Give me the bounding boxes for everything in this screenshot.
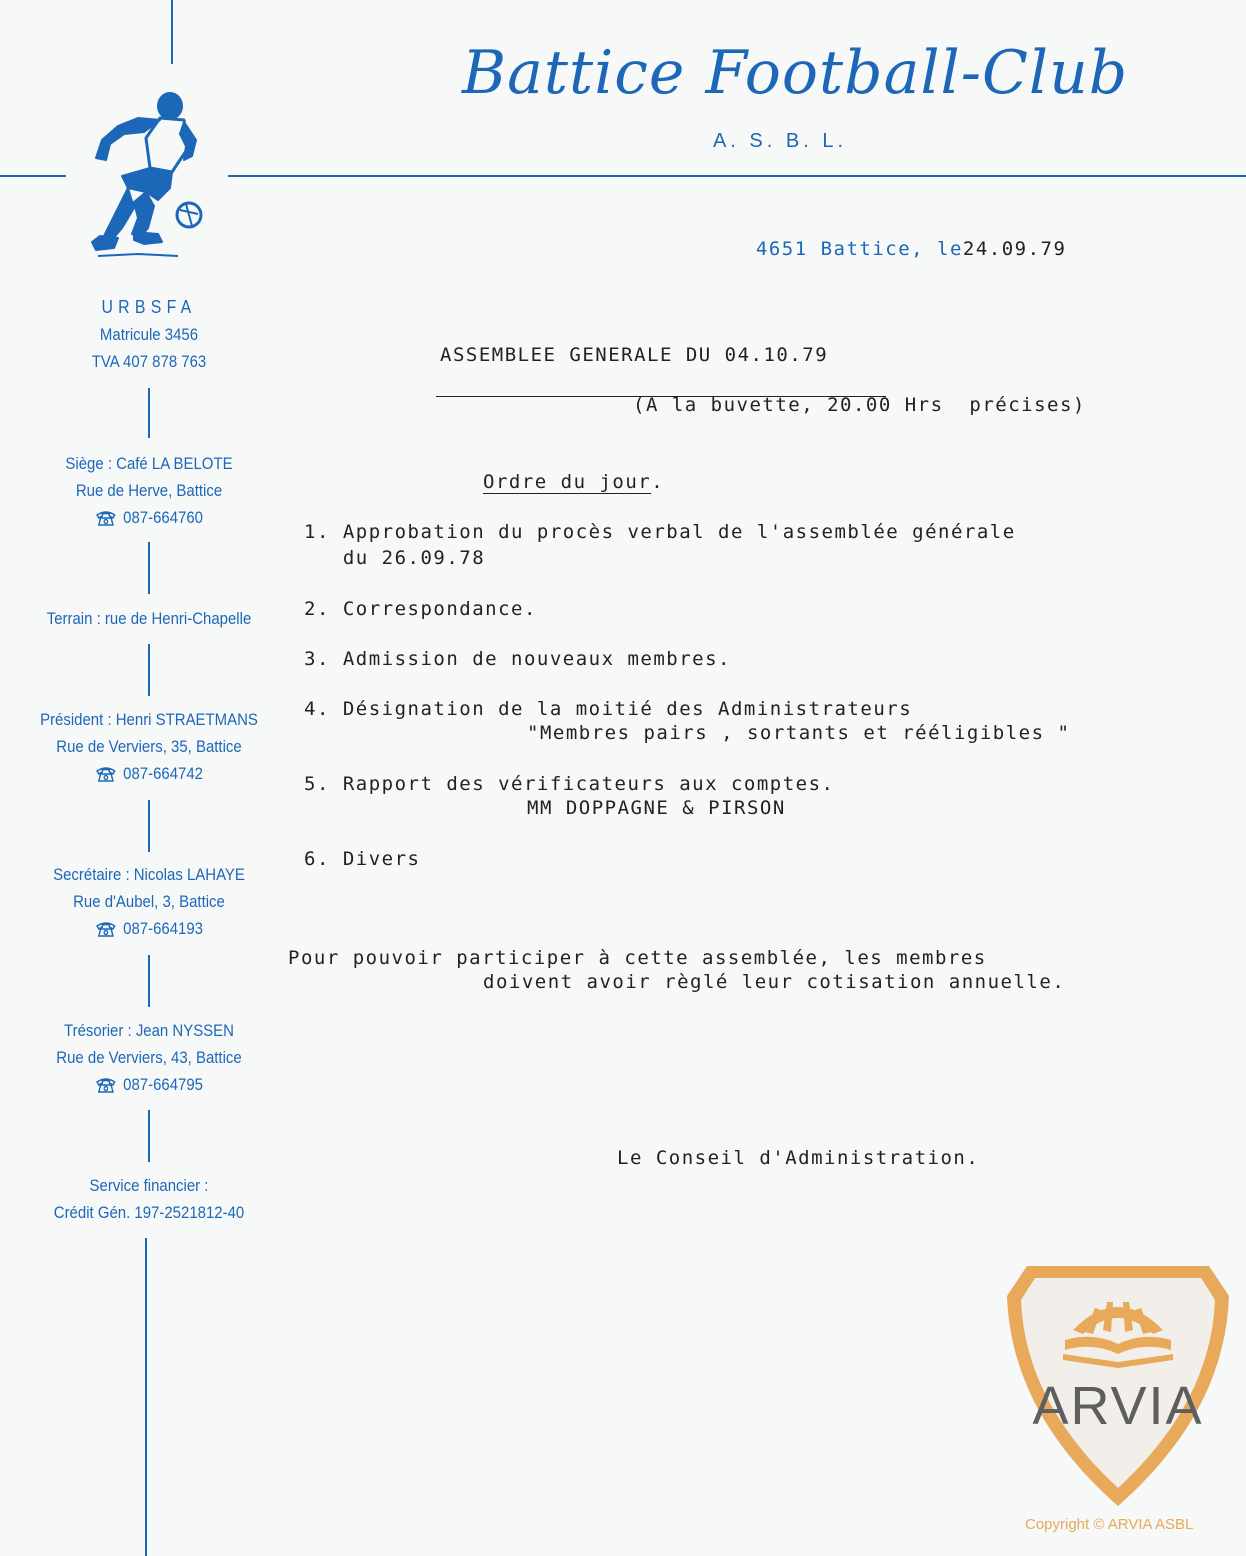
note-line-1: Pour pouvoir participer à cette assemblée, les membres xyxy=(288,947,987,969)
telephone-icon xyxy=(95,766,116,782)
bank-account: Crédit Gén. 197-2521812-40 xyxy=(53,1203,245,1222)
agenda-item-5-cont: MM DOPPAGNE & PIRSON xyxy=(527,797,786,819)
matricule: Matricule 3456 xyxy=(99,325,199,344)
location-time: (A la buvette, 20.00 Hrs précises) xyxy=(633,394,1086,416)
agenda-heading-row: Ordre du jour. xyxy=(483,471,665,493)
secretaire-address: Rue d'Aubel, 3, Battice xyxy=(73,892,225,911)
sidebar-rule-top xyxy=(171,0,173,64)
header-rule-left xyxy=(0,175,66,177)
president-phone xyxy=(95,760,203,787)
siege-address: Rue de Herve, Battice xyxy=(75,481,223,500)
siege-phone xyxy=(95,504,203,531)
sidebar-rule xyxy=(148,955,150,1007)
terrain-block xyxy=(35,605,262,632)
secretaire-name: Secrétaire : Nicolas LAHAYE xyxy=(53,865,245,884)
siege-block xyxy=(35,450,262,534)
agenda-item-6: 6. Divers xyxy=(304,848,421,870)
letter-subject: ASSEMBLEE GENERALE DU 04.10.79 xyxy=(440,344,829,366)
telephone-icon xyxy=(95,510,116,526)
agenda-item-2: 2. Correspondance. xyxy=(304,598,537,620)
telephone-icon xyxy=(95,921,116,937)
president-phone-number: 087-664742 xyxy=(123,764,204,783)
agenda-item-5: 5. Rapport des vérificateurs aux comptes. xyxy=(304,773,835,795)
legal-form: A. S. B. L. xyxy=(712,130,848,152)
letter-date xyxy=(730,216,1066,260)
service-financier-label: Service financier : xyxy=(89,1176,209,1195)
siege-name: Siège : Café LA BELOTE xyxy=(65,454,233,473)
federation-block xyxy=(35,294,262,375)
agenda-item-3: 3. Admission de nouveaux membres. xyxy=(304,648,731,670)
tresorier-address: Rue de Verviers, 43, Battice xyxy=(56,1048,242,1067)
secretaire-phone-number: 087-664193 xyxy=(123,919,204,938)
tresorier-block xyxy=(35,1017,262,1101)
signature: Le Conseil d'Administration. xyxy=(617,1147,980,1169)
logo-text: ARVIA xyxy=(1032,1376,1204,1436)
sidebar-rule xyxy=(148,388,150,438)
tresorier-phone-number: 087-664795 xyxy=(123,1075,204,1094)
copyright-notice: Copyright © ARVIA ASBL xyxy=(1025,1516,1194,1533)
president-block xyxy=(35,706,262,790)
arvia-logo xyxy=(1003,1262,1233,1510)
sidebar-rule xyxy=(148,800,150,852)
agenda-item-4: 4. Désignation de la moitié des Administrateurs xyxy=(304,698,913,720)
sidebar-rule xyxy=(148,1110,150,1162)
agenda-item-1: 1. Approbation du procès verbal de l'assemblée générale xyxy=(304,521,1016,543)
club-name: Battice Football-Club xyxy=(462,38,1129,108)
agenda-item-1-cont: du 26.09.78 xyxy=(304,547,486,569)
terrain-address: Terrain : rue de Henri-Chapelle xyxy=(46,609,252,628)
header-rule-right xyxy=(228,175,1246,177)
siege-phone-number: 087-664760 xyxy=(123,508,204,527)
president-name: Président : Henri STRAETMANS xyxy=(40,710,258,729)
secretaire-phone xyxy=(95,915,203,942)
tresorier-phone xyxy=(95,1071,203,1098)
sidebar-rule-bottom xyxy=(145,1238,147,1556)
telephone-icon xyxy=(95,1077,116,1093)
note-line-2: doivent avoir règlé leur cotisation annuelle. xyxy=(483,971,1066,993)
tresorier-name: Trésorier : Jean NYSSEN xyxy=(64,1021,234,1040)
secretaire-block xyxy=(35,861,262,945)
federation: URBSFA xyxy=(101,297,197,317)
sidebar-rule xyxy=(148,644,150,696)
president-address: Rue de Verviers, 35, Battice xyxy=(56,737,242,756)
date-value: 24.09.79 xyxy=(962,238,1067,260)
tva-number: TVA 407 878 763 xyxy=(91,352,207,371)
footballer-logo xyxy=(88,88,212,264)
date-prefix: 4651 Battice, le xyxy=(755,238,963,260)
agenda-heading: Ordre du jour xyxy=(483,471,652,493)
service-financier-block xyxy=(35,1172,262,1226)
agenda-item-4-cont: "Membres pairs , sortants et rééligibles " xyxy=(527,722,1071,744)
sidebar-rule xyxy=(148,542,150,594)
